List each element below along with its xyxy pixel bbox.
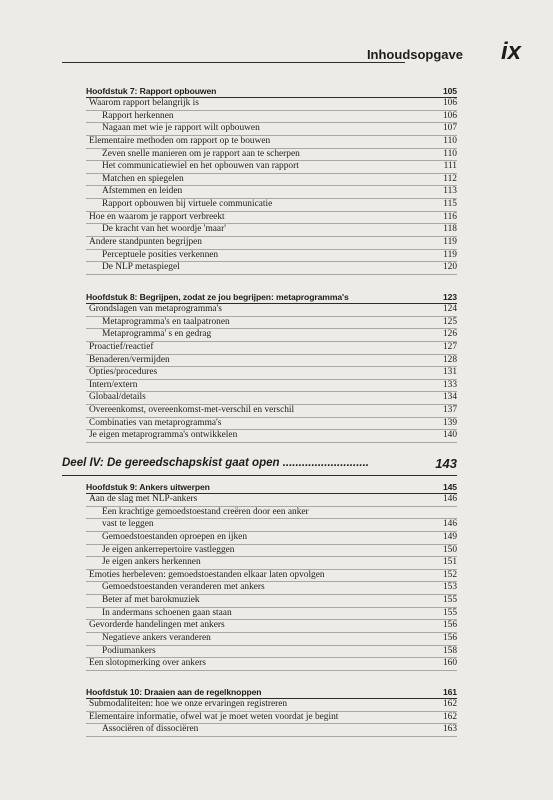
entry-page: 140 — [442, 430, 457, 441]
toc-entry — [86, 174, 457, 187]
toc-entry — [86, 250, 457, 263]
entry-text: Benaderen/vermijden — [89, 354, 170, 365]
toc-entry — [86, 186, 457, 199]
toc-entry — [86, 367, 457, 380]
toc-entry — [86, 519, 457, 532]
toc-entry — [86, 620, 457, 633]
entry-text: Afstemmen en leiden — [102, 186, 183, 197]
toc-entry — [86, 262, 457, 275]
chapter-page: 105 — [442, 86, 457, 96]
entry-page: 150 — [442, 544, 457, 555]
toc-entry — [86, 355, 457, 368]
entry-text: Gevorderde handelingen met ankers — [89, 620, 225, 631]
entry-text: Waarom rapport belangrijk is — [89, 98, 199, 108]
chapter-page: 145 — [442, 482, 457, 492]
entry-page: 153 — [442, 582, 457, 593]
chapter-title: Hoofdstuk 7: Rapport opbouwen — [86, 86, 217, 96]
toc-entry — [86, 392, 457, 405]
entry-text: Het communicatiewiel en het opbouwen van rapport — [102, 161, 299, 172]
entry-text: Podiumankers — [102, 645, 156, 656]
chapter-8-section — [86, 291, 457, 443]
entry-page: 111 — [443, 161, 457, 172]
entry-page: 152 — [442, 569, 457, 580]
toc-entry — [86, 545, 457, 558]
entry-page: 110 — [443, 148, 457, 159]
header-rule — [62, 62, 405, 63]
entry-text: Overeenkomst, overeenkomst-met-verschil en verschil — [89, 405, 295, 416]
toc-entry — [86, 712, 457, 725]
part-title: Deel IV: De gereedschapskist gaat open ........................... — [62, 457, 369, 469]
entry-text: Negatieve ankers veranderen — [102, 633, 211, 644]
toc-entry — [86, 532, 457, 545]
entry-page: 163 — [442, 724, 457, 735]
entry-text: Een krachtige gemoedstoestand creëren door een anker — [102, 506, 309, 517]
entry-page: 137 — [442, 405, 457, 416]
entry-page: 110 — [443, 135, 457, 146]
toc-entry — [86, 304, 457, 317]
part-rule — [62, 475, 457, 476]
toc-entry — [86, 149, 457, 162]
entry-text: Grondslagen van metaprogramma's — [89, 304, 222, 314]
entry-page: 156 — [442, 620, 457, 631]
chapter-heading — [86, 291, 457, 304]
entry-page: 155 — [442, 607, 457, 618]
toc-entry — [86, 212, 457, 225]
running-header — [62, 38, 523, 74]
entry-text: De kracht van het woordje 'maar' — [102, 224, 226, 235]
entry-text: Aan de slag met NLP-ankers — [89, 494, 198, 504]
part-heading — [62, 452, 457, 476]
toc-entry — [86, 557, 457, 570]
entry-text: Submodaliteiten: hoe we onze ervaringen registreren — [89, 699, 288, 709]
entry-page: 155 — [442, 595, 457, 606]
entry-page: 120 — [442, 262, 457, 273]
chapter-heading — [86, 686, 457, 699]
entry-page: 151 — [442, 557, 457, 568]
toc-entry — [86, 699, 457, 712]
entry-text: Combinaties van metaprogramma's — [89, 417, 222, 428]
entry-text: Elementaire informatie, ofwel wat je moet weten voordat je begint — [89, 711, 339, 722]
chapter-7-section — [86, 85, 457, 275]
entry-text: Elementaire methoden om rapport op te bouwen — [89, 135, 271, 146]
chapter-title: Hoofdstuk 9: Ankers uitwerpen — [86, 482, 210, 492]
entry-text: vast te leggen — [102, 519, 154, 530]
toc-entry — [86, 494, 457, 507]
entry-page: 127 — [442, 341, 457, 352]
entry-page: 126 — [442, 329, 457, 340]
entry-page: 125 — [442, 316, 457, 327]
entry-page: 124 — [442, 304, 457, 314]
entry-page: 146 — [442, 519, 457, 530]
page-number: ix — [500, 38, 521, 65]
toc-entry — [86, 405, 457, 418]
toc-entry — [86, 595, 457, 608]
entry-page: 146 — [442, 494, 457, 504]
toc-entry — [86, 380, 457, 393]
toc-entry — [86, 161, 457, 174]
chapter-10-section — [86, 686, 457, 737]
toc-entry — [86, 633, 457, 646]
toc-entry — [86, 507, 457, 520]
entry-page: 118 — [443, 224, 457, 235]
toc-entry — [86, 646, 457, 659]
entry-text: Gemoedstoestanden veranderen met ankers — [102, 582, 265, 593]
entry-page: 113 — [443, 186, 457, 197]
entry-text: Beter af met barokmuziek — [102, 595, 200, 606]
entry-page: 131 — [442, 367, 457, 378]
entry-page: 107 — [442, 123, 457, 134]
entry-text: Je eigen metaprogramma's ontwikkelen — [89, 430, 238, 441]
entry-text: Zeven snelle manieren om je rapport aan te scherpen — [102, 148, 300, 159]
part-page: 143 — [435, 456, 457, 471]
entry-page: 119 — [443, 249, 457, 260]
entry-page: 106 — [442, 98, 457, 108]
entry-text: Opties/procedures — [89, 367, 158, 378]
toc-entry — [86, 136, 457, 149]
entry-text: Rapport herkennen — [102, 110, 174, 121]
entry-text: Gemoedstoestanden oproepen en ijken — [102, 531, 248, 542]
entry-page: 133 — [442, 379, 457, 390]
toc-entry — [86, 418, 457, 431]
entry-text: In andermans schoenen gaan staan — [102, 607, 232, 618]
entry-text: Perceptuele posities verkennen — [102, 249, 219, 260]
toc-entry — [86, 123, 457, 136]
toc-entry — [86, 608, 457, 621]
entry-page: 162 — [442, 711, 457, 722]
entry-text: Hoe en waarom je rapport verbreekt — [89, 211, 225, 222]
entry-text: Intern/extern — [89, 379, 138, 390]
entry-page: 112 — [443, 173, 457, 184]
entry-page: 119 — [443, 237, 457, 248]
entry-text: Je eigen ankerrepertoire vastleggen — [102, 544, 235, 555]
chapter-page: 161 — [442, 687, 457, 697]
toc-entry — [86, 317, 457, 330]
entry-text: Rapport opbouwen bij virtuele communicatie — [102, 199, 273, 210]
entry-page: 162 — [442, 699, 457, 709]
toc-entry — [86, 111, 457, 124]
toc-entry — [86, 724, 457, 737]
entry-page: 160 — [442, 658, 457, 669]
entry-page: 128 — [442, 354, 457, 365]
entry-text: Metaprogramma's en taalpatronen — [102, 316, 230, 327]
chapter-page: 123 — [442, 292, 457, 302]
entry-text: Associëren of dissociëren — [102, 724, 199, 735]
toc-entry — [86, 430, 457, 443]
toc-entry — [86, 329, 457, 342]
entry-text: Metaprogramma' s en gedrag — [102, 329, 212, 340]
entry-text: Emoties herbeleven: gemoedstoestanden elkaar laten opvolgen — [89, 569, 325, 580]
toc-entry — [86, 582, 457, 595]
entry-page: 134 — [442, 392, 457, 403]
toc-entry — [86, 570, 457, 583]
toc-entry — [86, 224, 457, 237]
entry-text: Nagaan met wie je rapport wilt opbouwen — [102, 123, 260, 134]
toc-entry — [86, 342, 457, 355]
entry-page: 116 — [443, 211, 457, 222]
chapter-9-section — [86, 481, 457, 671]
entry-page: 156 — [442, 633, 457, 644]
entry-page: 139 — [442, 417, 457, 428]
toc-entry — [86, 237, 457, 250]
toc-entry — [86, 199, 457, 212]
entry-text: Een slotopmerking over ankers — [89, 658, 206, 669]
chapter-title: Hoofdstuk 10: Draaien aan de regelknoppen — [86, 687, 262, 697]
entry-text: Je eigen ankers herkennen — [102, 557, 201, 568]
entry-text: Andere standpunten begrijpen — [89, 237, 202, 248]
entry-text: Matchen en spiegelen — [102, 173, 184, 184]
toc-entry — [86, 658, 457, 671]
toc-entry — [86, 98, 457, 111]
chapter-title: Hoofdstuk 8: Begrijpen, zodat ze jou begrijpen: metaprogramma's — [86, 292, 349, 302]
entry-page: 158 — [442, 645, 457, 656]
entry-page: 115 — [443, 199, 457, 210]
chapter-heading — [86, 85, 457, 98]
entry-text: Globaal/details — [89, 392, 146, 403]
chapter-heading — [86, 481, 457, 494]
section-title: Inhoudsopgave — [366, 47, 463, 62]
entry-page: 106 — [442, 110, 457, 121]
entry-page: 149 — [442, 531, 457, 542]
entry-text: De NLP metaspiegel — [102, 262, 180, 273]
entry-text: Proactief/reactief — [89, 341, 154, 352]
